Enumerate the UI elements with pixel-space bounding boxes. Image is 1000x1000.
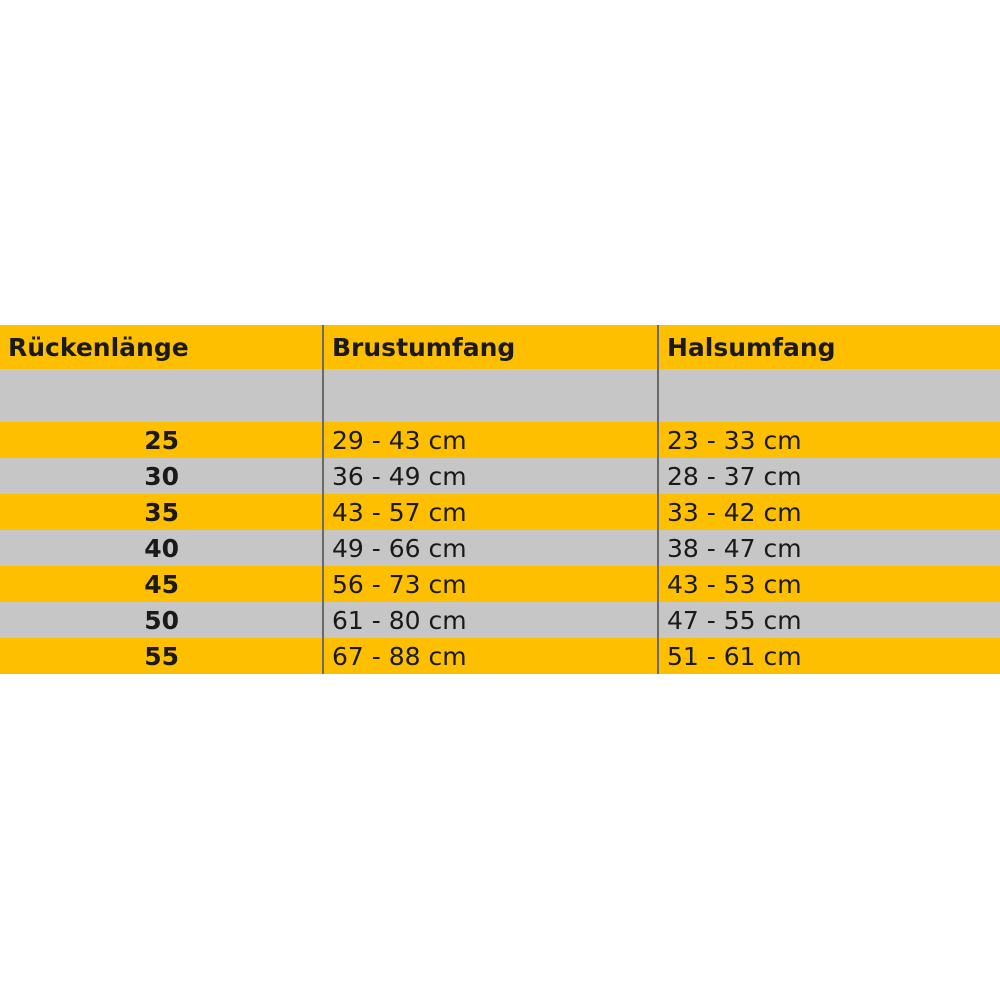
- table-row: [0, 494, 1000, 530]
- table-row: [0, 458, 1000, 494]
- size-cell: 25: [0, 422, 323, 458]
- header-neck-girth: Halsumfang: [658, 325, 1000, 369]
- neck-range-cell: 43 - 53 cm: [658, 566, 1000, 602]
- size-cell: 40: [0, 530, 323, 566]
- table-row: [0, 566, 1000, 602]
- neck-range-cell: 51 - 61 cm: [658, 638, 1000, 674]
- neck-range-cell: 38 - 47 cm: [658, 530, 1000, 566]
- table-row: [0, 638, 1000, 674]
- table-row: [0, 602, 1000, 638]
- size-cell: 45: [0, 566, 323, 602]
- spacer-cell: [0, 369, 323, 422]
- neck-range-cell: 33 - 42 cm: [658, 494, 1000, 530]
- spacer-cell: [658, 369, 1000, 422]
- chest-range-cell: 49 - 66 cm: [323, 530, 658, 566]
- table-header-row: [0, 325, 1000, 369]
- chest-range-cell: 56 - 73 cm: [323, 566, 658, 602]
- size-cell: 55: [0, 638, 323, 674]
- chest-range-cell: 43 - 57 cm: [323, 494, 658, 530]
- header-back-length: Rückenlänge: [0, 325, 323, 369]
- header-chest-girth: Brustumfang: [323, 325, 658, 369]
- size-cell: 50: [0, 602, 323, 638]
- chest-range-cell: 29 - 43 cm: [323, 422, 658, 458]
- size-chart-table: [0, 325, 1000, 674]
- neck-range-cell: 47 - 55 cm: [658, 602, 1000, 638]
- size-cell: 30: [0, 458, 323, 494]
- chest-range-cell: 36 - 49 cm: [323, 458, 658, 494]
- table-row: [0, 530, 1000, 566]
- neck-range-cell: 28 - 37 cm: [658, 458, 1000, 494]
- table-spacer-row: [0, 369, 1000, 422]
- table-row: [0, 422, 1000, 458]
- neck-range-cell: 23 - 33 cm: [658, 422, 1000, 458]
- spacer-cell: [323, 369, 658, 422]
- size-cell: 35: [0, 494, 323, 530]
- chest-range-cell: 61 - 80 cm: [323, 602, 658, 638]
- chest-range-cell: 67 - 88 cm: [323, 638, 658, 674]
